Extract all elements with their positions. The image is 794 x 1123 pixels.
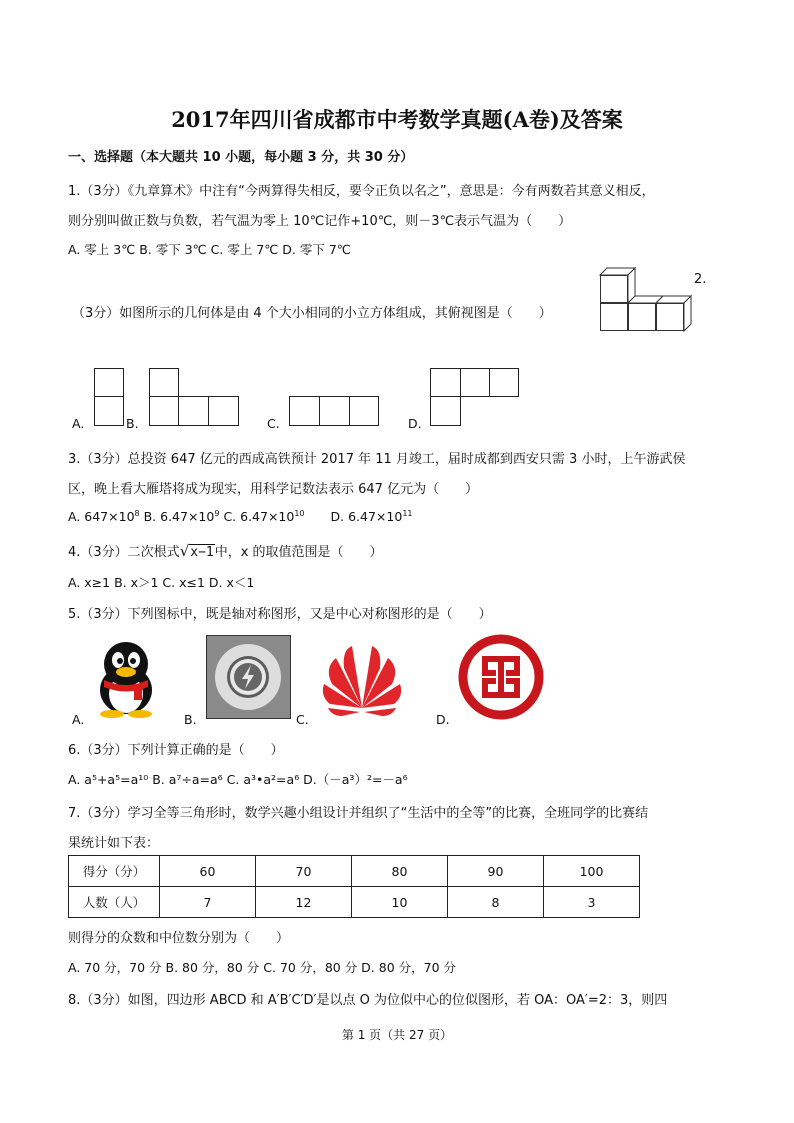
q1-line1: 1.（3分）《九章算术》中注有“今两算得失相反，要令正负以名之”，意思是：今有两数若其意义相反，: [68, 184, 655, 199]
table-cell: 12: [256, 887, 352, 918]
q7-line1: 7.（3分）学习全等三角形时，数学兴趣小组设计并组织了“生活中的全等”的比赛，全班同学的比赛结: [68, 806, 649, 821]
table-cell: 70: [256, 856, 352, 887]
table-cell: 得分（分）: [69, 856, 160, 887]
q5-label-d: D.: [436, 712, 450, 727]
power-button-icon: [206, 635, 291, 719]
q2-number: 2.: [694, 272, 707, 287]
q3-exp-a: 8: [134, 509, 140, 518]
q2-label-a: A.: [72, 416, 85, 431]
q4-options: A. x≥1 B. x＞1 C. x≤1 D. x＜1: [68, 575, 255, 590]
q7-options: A. 70 分，70 分 B. 80 分，80 分 C. 70 分，80 分 D. 80 分，70 分: [68, 960, 457, 975]
q2-label-d: D.: [408, 416, 422, 431]
q6-text: 6.（3分）下列计算正确的是（ ）: [68, 743, 284, 758]
penguin-icon: [90, 638, 162, 718]
table-cell: 7: [160, 887, 256, 918]
table-row: [69, 887, 640, 918]
table-cell: 8: [448, 887, 544, 918]
icbc-logo-icon: [456, 632, 546, 722]
table-cell: 90: [448, 856, 544, 887]
q4-post: 中，x 的取值范围是（ ）: [214, 545, 383, 560]
q3-option-b: B. 6.47×10: [139, 509, 215, 525]
q2-label-c: C.: [267, 416, 280, 431]
q5-label-b: B.: [184, 712, 197, 727]
q3-options: [68, 509, 413, 524]
q3-exp-b: 9: [214, 509, 220, 518]
table-row: [69, 856, 640, 887]
q3-exp-c: 10: [294, 509, 305, 518]
q7-question: 则得分的众数和中位数分别为（ ）: [68, 931, 290, 946]
section-heading: 一、选择题（本大题共 10 小题，每小题 3 分，共 30 分）: [68, 150, 414, 165]
radical-sign: √: [179, 542, 190, 560]
score-table: [68, 855, 640, 918]
q3-option-a: A. 647×10: [68, 509, 135, 525]
q3-line2: 区，晚上看大雁塔将成为现实，用科学记数法表示 647 亿元为（ ）: [68, 482, 479, 497]
q3-option-d: D. 6.47×10: [330, 509, 403, 525]
table-cell: 100: [544, 856, 640, 887]
q3-line1: 3.（3分）总投资 647 亿元的西成高铁预计 2017 年 11 月竣工，届时成都到西安只需 3 小时，上午游武侯: [68, 452, 686, 467]
table-cell: 人数（人）: [69, 887, 160, 918]
q7-line2: 果统计如下表：: [68, 836, 160, 851]
q4-line: [68, 541, 383, 560]
q6-options: A. a⁵+a⁵=a¹⁰ B. a⁷÷a=a⁶ C. a³•a²=a⁶ D.（－a³）²=－a⁶: [68, 772, 408, 787]
table-cell: 3: [544, 887, 640, 918]
q3-option-c: C. 6.47×10: [223, 509, 295, 525]
table-cell: 10: [352, 887, 448, 918]
table-cell: 60: [160, 856, 256, 887]
page-footer: 第 1 页（共 27 页）: [341, 1028, 453, 1042]
q5-text: 5.（3分）下列图标中，既是轴对称图形，又是中心对称图形的是（ ）: [68, 607, 492, 622]
q2-label-b: B.: [126, 416, 139, 431]
q4-pre: 4.（3分）二次根式: [68, 545, 180, 560]
q1-options: A. 零上 3℃ B. 零下 3℃ C. 零上 7℃ D. 零下 7℃: [68, 242, 351, 257]
q1-line2: 则分别叫做正数与负数，若气温为零上 10℃记作+10℃，则－3℃表示气温为（ ）: [68, 214, 572, 229]
q5-label-c: C.: [296, 712, 309, 727]
q8-line1: 8.（3分）如图，四边形 ABCD 和 A′B′C′D′是以点 O 为位似中心的位似图形，若 OA：OA′=2：3，则四: [68, 993, 668, 1008]
q4-radicand: x−1: [190, 545, 214, 560]
cube-top-faces: [598, 260, 698, 335]
huawei-logo-icon: [318, 640, 406, 720]
q3-exp-d: 11: [402, 509, 413, 518]
table-cell: 80: [352, 856, 448, 887]
q2-text: （3分）如图所示的几何体是由 4 个大小相同的小立方体组成，其俯视图是（ ）: [72, 306, 552, 321]
q5-label-a: A.: [72, 712, 85, 727]
page-title: 2017年四川省成都市中考数学真题(A卷)及答案: [171, 107, 623, 132]
